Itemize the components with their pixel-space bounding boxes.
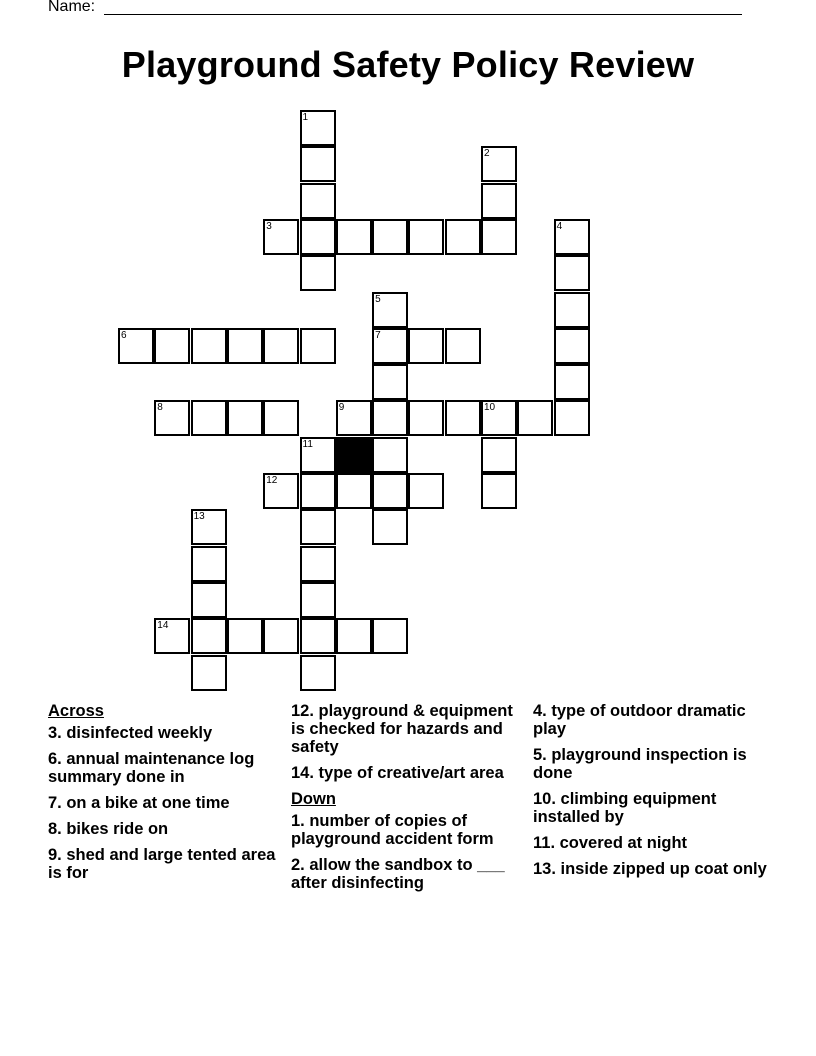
crossword-cell[interactable] [300, 437, 336, 473]
crossword-cell[interactable] [191, 546, 227, 582]
crossword-cell[interactable] [191, 328, 227, 364]
clues-column-1 [48, 702, 284, 890]
clue-across-9: 9. shed and large tented area is for [48, 846, 276, 882]
across-heading: Across [48, 702, 104, 720]
crossword-cell[interactable] [554, 219, 590, 255]
crossword-cell[interactable] [154, 328, 190, 364]
name-label: Name: [48, 0, 96, 15]
crossword-cell[interactable] [263, 328, 299, 364]
crossword-cell[interactable] [372, 400, 408, 436]
crossword-cell[interactable] [408, 473, 444, 509]
crossword-cell[interactable] [300, 328, 336, 364]
crossword-cell[interactable] [300, 110, 336, 146]
crossword-cell[interactable] [408, 400, 444, 436]
clue-number: 10 [484, 402, 496, 414]
clue-down-11: 11. covered at night [533, 834, 688, 852]
crossword-cell[interactable] [300, 618, 336, 654]
page-title: Playground Safety Policy Review [121, 44, 695, 85]
crossword-cell[interactable] [300, 546, 336, 582]
clue-number: 4 [556, 220, 563, 232]
clue-number: 11 [302, 438, 313, 450]
clue-across-7: 7. on a bike at one time [48, 794, 230, 812]
crossword-cell[interactable] [263, 400, 299, 436]
clues-column-2 [291, 702, 527, 900]
crossword-cell[interactable] [300, 219, 336, 255]
clue-down-4: 4. type of outdoor dramatic play [533, 702, 746, 738]
crossword-cell[interactable] [372, 292, 408, 328]
crossword-cell[interactable] [372, 219, 408, 255]
crossword-cell[interactable] [336, 219, 372, 255]
crossword-cell[interactable] [227, 618, 263, 654]
clue-number: 8 [157, 402, 163, 414]
clue-number: 9 [338, 402, 345, 414]
crossword-cell[interactable] [445, 400, 481, 436]
crossword-cell[interactable] [372, 364, 408, 400]
crossword-cell[interactable] [191, 655, 227, 691]
clue-number: 2 [484, 148, 490, 160]
crossword-cell[interactable] [154, 400, 190, 436]
clue-number: 6 [121, 329, 127, 341]
crossword-cell[interactable] [481, 146, 517, 182]
clue-number: 7 [375, 329, 381, 341]
crossword-cell[interactable] [481, 437, 517, 473]
crossword-cell[interactable] [554, 255, 590, 291]
clue-number: 13 [193, 511, 205, 523]
clue-across-3: 3. disinfected weekly [48, 724, 213, 742]
crossword-cell[interactable] [408, 219, 444, 255]
clue-down-10: 10. climbing equipment installed by [533, 790, 717, 826]
crossword-cell[interactable] [227, 400, 263, 436]
crossword-cell[interactable] [554, 364, 590, 400]
crossword-cell[interactable] [372, 618, 408, 654]
clue-number: 12 [266, 475, 278, 486]
crossword-cell[interactable] [481, 473, 517, 509]
crossword-cell[interactable] [263, 219, 299, 255]
crossword-cell[interactable] [263, 618, 299, 654]
crossword-cell[interactable] [372, 437, 408, 473]
clue-across-8: 8. bikes ride on [48, 820, 169, 838]
down-heading: Down [291, 790, 336, 808]
black-cell [336, 437, 372, 473]
clue-number: 5 [375, 293, 381, 305]
crossword-cell[interactable] [481, 400, 517, 436]
crossword-cell[interactable] [554, 400, 590, 436]
clue-number: 3 [266, 220, 272, 232]
clue-across-14: 14. type of creative/art area [291, 764, 504, 782]
crossword-cell[interactable] [191, 400, 227, 436]
crossword-cell[interactable] [336, 400, 372, 436]
crossword-cell[interactable] [191, 509, 227, 545]
crossword-cell[interactable] [191, 582, 227, 618]
clue-down-2: 2. allow the sandbox to ___ after disinfecting [291, 856, 505, 892]
clue-across-6: 6. annual maintenance log summary done in [48, 750, 255, 786]
crossword-cell[interactable] [372, 473, 408, 509]
crossword-cell[interactable] [372, 328, 408, 364]
crossword-cell[interactable] [554, 292, 590, 328]
crossword-cell[interactable] [554, 328, 590, 364]
crossword-cell[interactable] [336, 618, 372, 654]
clues-column-3 [533, 702, 773, 886]
clue-down-5: 5. playground inspection is done [533, 746, 747, 782]
clue-number: 14 [157, 620, 169, 632]
crossword-cell[interactable] [263, 473, 299, 509]
crossword-cell[interactable] [445, 219, 481, 255]
clue-down-12: 13. inside zipped up coat only [533, 860, 767, 878]
crossword-cell[interactable] [481, 183, 517, 219]
crossword-cell[interactable] [300, 146, 336, 182]
crossword-cell[interactable] [300, 582, 336, 618]
crossword-cell[interactable] [481, 219, 517, 255]
crossword-cell[interactable] [517, 400, 553, 436]
crossword-cell[interactable] [408, 328, 444, 364]
crossword-cell[interactable] [445, 328, 481, 364]
crossword-cell[interactable] [300, 655, 336, 691]
crossword-cell[interactable] [191, 618, 227, 654]
crossword-cell[interactable] [154, 618, 190, 654]
crossword-cell[interactable] [118, 328, 154, 364]
crossword-cell[interactable] [227, 328, 263, 364]
clue-across-12: 12. playground & equipment is checked for hazards and safety [291, 702, 513, 756]
crossword-cell[interactable] [372, 509, 408, 545]
crossword-cell[interactable] [300, 183, 336, 219]
crossword-cell[interactable] [300, 255, 336, 291]
crossword-cell[interactable] [300, 473, 336, 509]
clue-number: 1 [302, 112, 309, 123]
crossword-cell[interactable] [336, 473, 372, 509]
crossword-cell[interactable] [300, 509, 336, 545]
clue-down-1: 1. number of copies of playground accident form [291, 812, 494, 848]
